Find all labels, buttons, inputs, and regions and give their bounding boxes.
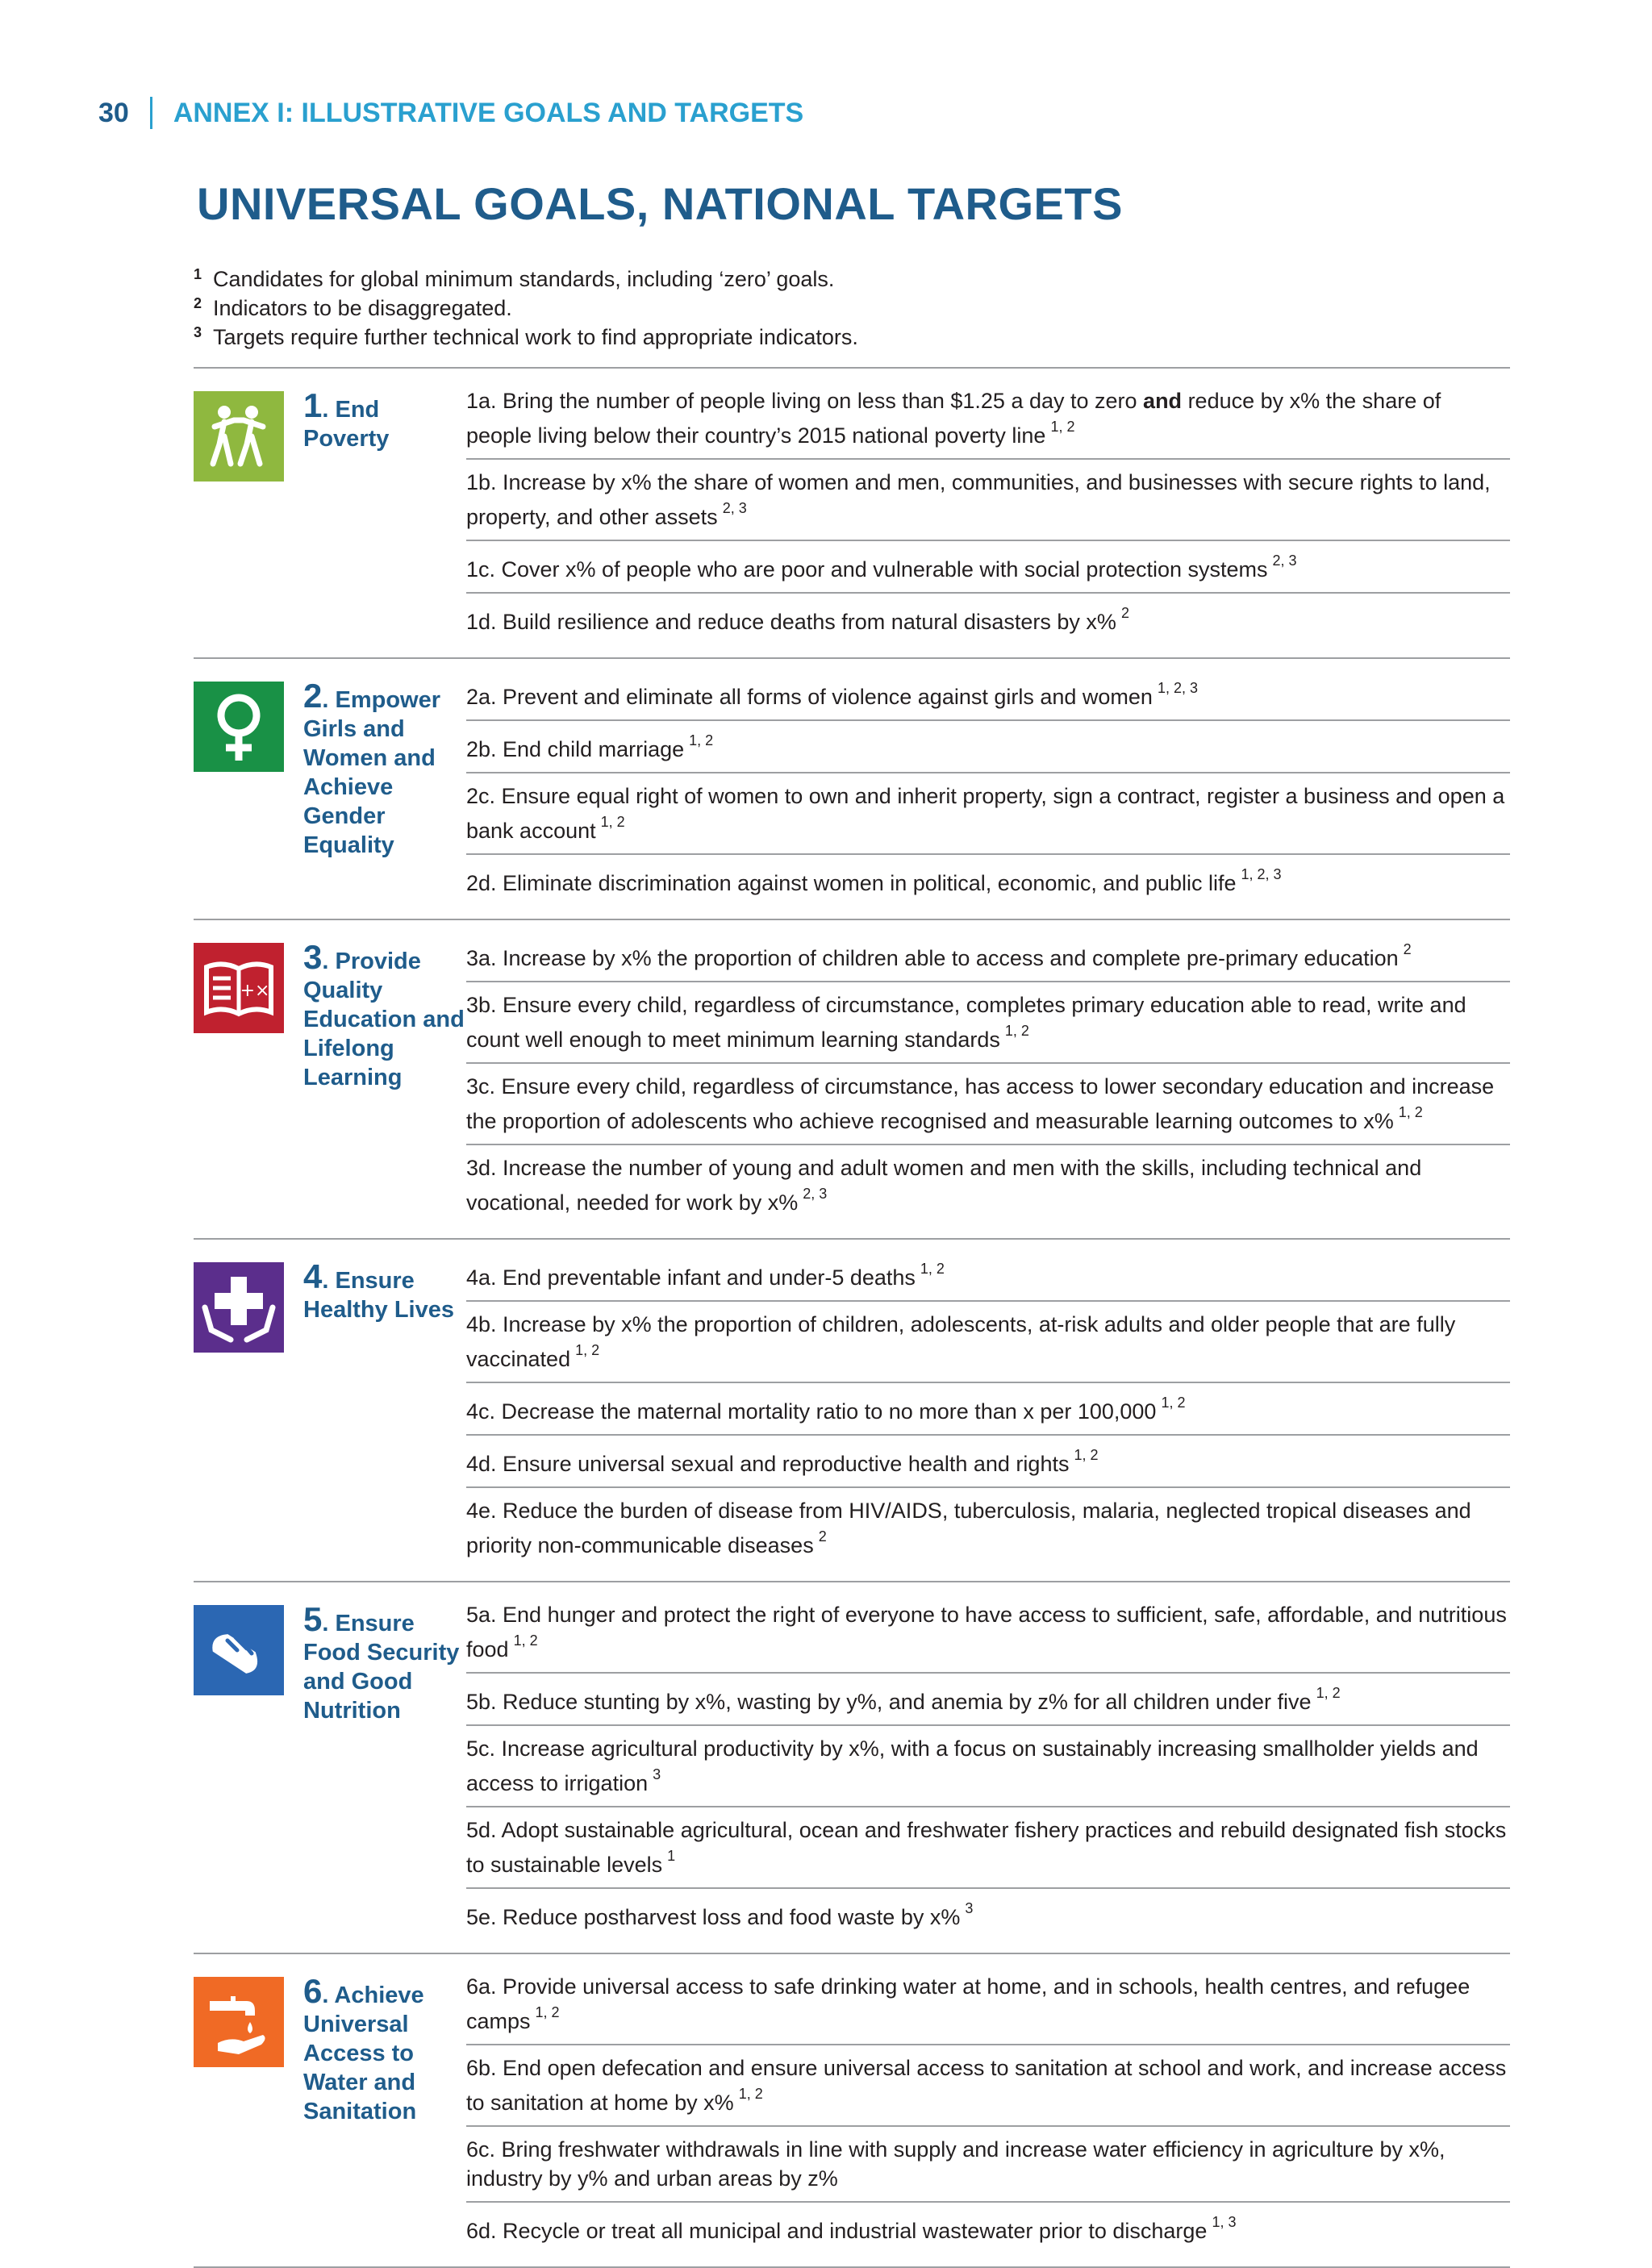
goal-number-dot: . [322, 687, 336, 713]
target-item [466, 1969, 1510, 2045]
page-title: UNIVERSAL GOALS, NATIONAL TARGETS [197, 178, 1123, 229]
page-header [98, 97, 803, 129]
goal-number: 2 [303, 677, 323, 715]
goal-header [194, 383, 466, 644]
goal-row [194, 1582, 1510, 1954]
footnote-ref: 1, 2 [1161, 1395, 1186, 1411]
target-item [466, 1807, 1510, 1889]
target-text: 5a. End hunger and protect the right of everyone to have access to sufficient, safe, affordable, and nutritious food [466, 1603, 1507, 1661]
target-item [466, 1064, 1510, 1145]
footnote-ref: 2 [1120, 605, 1129, 621]
goal-number-dot: . [322, 948, 336, 974]
note-text: Targets require further technical work to find appropriate indicators. [213, 325, 858, 349]
target-item [466, 541, 1510, 594]
target-list [466, 673, 1510, 906]
target-text: 5e. Reduce postharvest loss and food waste by x% [466, 1905, 961, 1929]
footnote-ref: 1, 2, 3 [1157, 680, 1198, 696]
note-mark: 2 [194, 295, 202, 311]
note-text: Candidates for global minimum standards, including ‘zero’ goals. [213, 267, 835, 291]
footnote-ref: 3 [965, 1900, 974, 1916]
target-text: 6d. Recycle or treat all municipal and industrial wastewater prior to discharge [466, 2219, 1208, 2243]
target-text: 5b. Reduce stunting by x%, wasting by y%, and anemia by z% for all children under five [466, 1690, 1312, 1714]
legend-note [194, 323, 858, 352]
section-title: ANNEX I: ILLUSTRATIVE GOALS AND TARGETS [173, 97, 804, 128]
target-item [466, 2127, 1510, 2203]
target-item [466, 1145, 1510, 1225]
target-item [466, 1254, 1510, 1302]
target-item [466, 1726, 1510, 1807]
note-mark: 3 [194, 324, 202, 340]
goal-title [303, 677, 466, 906]
goal-number-dot: . [322, 397, 336, 423]
target-text: 6c. Bring freshwater withdrawals in line with supply and increase water efficiency in agriculture by x%, industry by y% and urban areas by z% [466, 2137, 1446, 2191]
health-cross-icon [194, 1262, 284, 1353]
target-item [466, 673, 1510, 721]
target-text: 3a. Increase by x% the proportion of children able to access and complete pre-primary education [466, 946, 1399, 970]
goal-name: Achieve Universal Access to Water and Sanitation [303, 1982, 424, 2124]
target-item [466, 1302, 1510, 1383]
target-text: 4a. End preventable infant and under-5 deaths [466, 1265, 916, 1290]
goal-number: 5 [303, 1600, 323, 1638]
goal-title [303, 1972, 466, 2253]
footnote-ref: 1, 2, 3 [1241, 866, 1282, 882]
page-number: 30 [98, 97, 129, 128]
goal-header [194, 935, 466, 1225]
target-text: 1c. Cover x% of people who are poor and vulnerable with social protection systems [466, 557, 1268, 582]
footnote-ref: 2, 3 [722, 500, 747, 516]
target-item [466, 1383, 1510, 1436]
footnote-ref: 2 [818, 1528, 827, 1545]
target-item [466, 1674, 1510, 1726]
book-icon [194, 943, 284, 1033]
target-item [466, 1597, 1510, 1674]
target-text: 6b. End open defecation and ensure universal access to sanitation at school and work, and increase access to sanitation at home by x% [466, 2056, 1507, 2115]
target-text: 4c. Decrease the maternal mortality ratio to no more than x per 100,000 [466, 1399, 1157, 1424]
goal-number-dot: . [322, 1982, 335, 2008]
goal-number: 4 [303, 1257, 323, 1295]
target-text: 1a. Bring the number of people living on less than $1.25 a day to zero [466, 389, 1144, 413]
goal-title [303, 1257, 466, 1568]
target-text: 1b. Increase by x% the share of women and men, communities, and businesses with secure rights to land, property, and other assets [466, 470, 1491, 529]
target-item [466, 2045, 1510, 2127]
footnote-ref: 3 [653, 1766, 661, 1782]
note-text: Indicators to be disaggregated. [213, 296, 512, 320]
footnote-ref: 1, 2 [535, 2004, 560, 2020]
goal-row [194, 1954, 1510, 2268]
legend-note [194, 294, 858, 323]
goal-row [194, 369, 1510, 659]
target-item [466, 855, 1510, 906]
target-text-bold: and [1143, 389, 1183, 413]
footnote-ref: 1, 2 [738, 2086, 763, 2102]
target-text: 2b. End child marriage [466, 737, 685, 761]
goal-number-dot: . [322, 1611, 336, 1636]
goal-name: Empower Girls and Women and Achieve Gender Equality [303, 687, 441, 858]
target-item [466, 1436, 1510, 1488]
goal-row [194, 1240, 1510, 1582]
target-list [466, 1969, 1510, 2253]
goal-header [194, 1597, 466, 1940]
family-icon [194, 391, 284, 482]
goal-name: Provide Quality Education and Lifelong Learning [303, 948, 465, 1090]
footnote-ref: 1, 2 [1004, 1023, 1029, 1039]
target-text: 2a. Prevent and eliminate all forms of violence against girls and women [466, 685, 1153, 709]
target-item [466, 1488, 1510, 1568]
footnote-ref: 1, 2 [689, 732, 714, 748]
target-item [466, 982, 1510, 1064]
goal-number: 3 [303, 938, 323, 976]
goal-title [303, 938, 466, 1225]
target-text: 6a. Provide universal access to safe drinking water at home, and in schools, health centres, and refugee camps [466, 1974, 1471, 2033]
footnote-ref: 1, 3 [1212, 2214, 1237, 2230]
goal-number-dot: . [322, 1268, 336, 1294]
target-text: 4d. Ensure universal sexual and reproductive health and rights [466, 1452, 1070, 1476]
goals-table [194, 367, 1510, 2268]
target-item [466, 721, 1510, 773]
goal-header [194, 1254, 466, 1568]
target-list [466, 383, 1510, 644]
note-mark: 1 [194, 266, 202, 282]
footnote-ref: 1, 2 [1398, 1104, 1423, 1120]
target-text: 5c. Increase agricultural productivity by x%, with a focus on sustainably increasing smallholder yields and access to irrigation [466, 1736, 1479, 1795]
footnote-ref: 1, 2 [1074, 1447, 1099, 1463]
target-text: 3b. Ensure every child, regardless of circumstance, completes primary education able to read, write and count well enough to meet minimum learning standards [466, 993, 1466, 1052]
goal-row [194, 920, 1510, 1240]
footnote-ref: 1 [667, 1848, 676, 1864]
target-item [466, 1889, 1510, 1940]
target-item [466, 2203, 1510, 2253]
footnote-ref: 1, 2 [920, 1261, 945, 1277]
footnote-ref: 1, 2 [513, 1632, 538, 1649]
goal-name: Ensure Healthy Lives [303, 1268, 454, 1323]
target-text: 1d. Build resilience and reduce deaths from natural disasters by x% [466, 610, 1116, 634]
footnote-ref: 2 [1403, 941, 1412, 957]
goal-title [303, 1600, 466, 1940]
target-item [466, 935, 1510, 982]
bread-icon [194, 1605, 284, 1695]
target-list [466, 1597, 1510, 1940]
target-list [466, 1254, 1510, 1568]
target-item [466, 594, 1510, 644]
target-item [466, 773, 1510, 855]
legend-note [194, 265, 858, 294]
goal-row [194, 659, 1510, 920]
goal-number: 6 [303, 1972, 323, 2010]
footnote-ref: 1, 2 [575, 1342, 600, 1358]
goal-header [194, 673, 466, 906]
female-symbol-icon [194, 682, 284, 772]
footnote-legend [194, 265, 858, 352]
header-divider [150, 97, 152, 129]
target-item [466, 383, 1510, 460]
target-list [466, 935, 1510, 1225]
target-item [466, 460, 1510, 541]
footnote-ref: 1, 2 [1316, 1685, 1341, 1701]
target-text: 4b. Increase by x% the proportion of children, adolescents, at-risk adults and older people that are fully vaccinated [466, 1312, 1456, 1371]
footnote-ref: 1, 2 [1050, 419, 1075, 435]
target-text: 5d. Adopt sustainable agricultural, ocean and freshwater fishery practices and rebuild designated fish stocks to sustainable levels [466, 1818, 1507, 1877]
footnote-ref: 2, 3 [1272, 552, 1297, 569]
target-text: 2d. Eliminate discrimination against women in political, economic, and public life [466, 871, 1237, 895]
target-text: 3d. Increase the number of young and adult women and men with the skills, including technical and vocational, needed for work by x% [466, 1156, 1422, 1215]
goal-name: Ensure Food Security and Good Nutrition [303, 1611, 460, 1724]
goal-header [194, 1969, 466, 2253]
footnote-ref: 1, 2 [600, 814, 625, 830]
goal-title [303, 386, 466, 644]
target-text: reduce by x% the share of people living below their country’s 2015 national poverty line [466, 389, 1441, 448]
water-tap-icon [194, 1977, 284, 2067]
footnote-ref: 2, 3 [803, 1186, 828, 1202]
target-text: 2c. Ensure equal right of women to own and inherit property, sign a contract, register a business and open a bank account [466, 784, 1505, 843]
target-text: 4e. Reduce the burden of disease from HIV/AIDS, tuberculosis, malaria, neglected tropical diseases and priority non-communicable diseases [466, 1499, 1471, 1557]
goal-number: 1 [303, 386, 323, 424]
target-text: 3c. Ensure every child, regardless of circumstance, has access to lower secondary education and increase the proportion of adolescents who achieve recognised and measurable learning outcomes to x% [466, 1074, 1495, 1133]
goal-name: End Poverty [303, 397, 390, 452]
